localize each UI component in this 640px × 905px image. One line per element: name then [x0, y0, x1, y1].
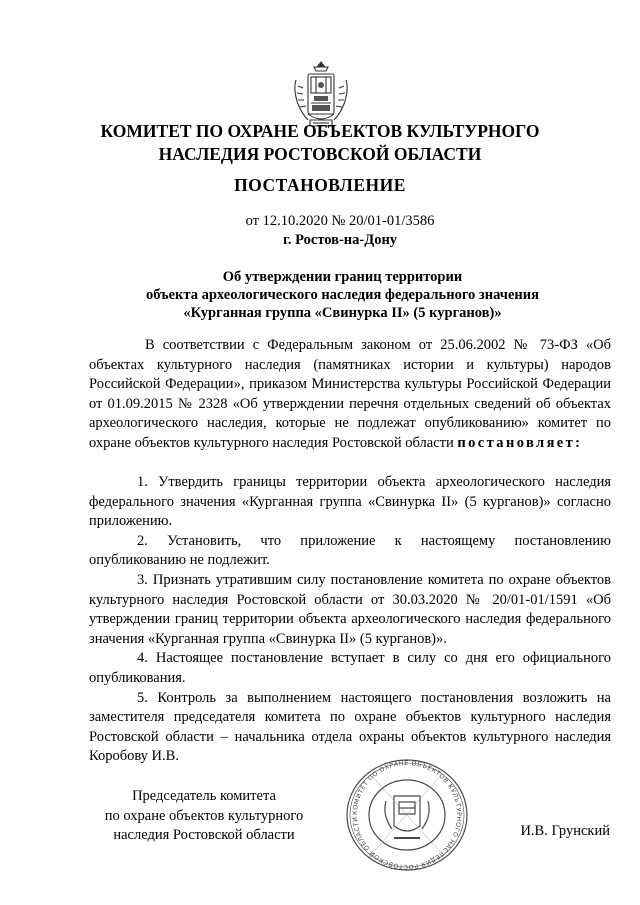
- subject-line-1: Об утверждении границ территории: [222, 269, 463, 285]
- decree-item-1: 1. Утвердить границы территории объекта археологического наследия федерального значения «Курганная группа «Свинурка II» (5 курганов)» согласно приложению.: [89, 474, 611, 530]
- preamble-paragraph: [89, 336, 611, 454]
- document-type: ПОСТАНОВЛЕНИЕ: [234, 175, 406, 195]
- document-date-number: от 12.10.2020 № 20/01-01/3586: [245, 213, 435, 229]
- decree-word: постановляет:: [457, 434, 583, 451]
- decree-items: [89, 473, 611, 767]
- subject-line-3: «Курганная группа «Свинурка II» (5 курганов)»: [183, 305, 502, 321]
- signer-position-line-1: Председатель комитета: [132, 788, 276, 804]
- signer-position: [85, 787, 323, 846]
- document-subject: [100, 268, 585, 322]
- signer-name: И.В. Грунский: [520, 823, 610, 839]
- org-line-2: НАСЛЕДИЯ РОСТОВСКОЙ ОБЛАСТИ: [158, 144, 482, 164]
- seal-ring-text: КОМИТЕТ ПО ОХРАНЕ ОБЪЕКТОВ КУЛЬТУРНОГО НАСЛЕДИЯ РОСТОВСКОЙ ОБЛАСТИ: [351, 759, 463, 871]
- decree-item-3: 3. Признать утратившим силу постановление комитета по охране объектов культурного наследия Ростовской области от 30.03.2020 № 20/01-01/1591 «Об утверждении границ территории объекта археологического наследия федерального значения «Курганная группа «Свинурка II» (5 курганов)».: [89, 571, 611, 647]
- signer-position-line-3: наследия Ростовской области: [113, 827, 295, 843]
- subject-line-2: объекта археологического наследия федерального значения: [146, 287, 539, 303]
- organization-name: [40, 120, 600, 166]
- decree-item-4: 4. Настоящее постановление вступает в силу со дня его официального опубликования.: [89, 650, 611, 686]
- decree-item-2: 2. Установить, что приложение к настоящему постановлению опубликованию не подлежит.: [89, 532, 611, 569]
- decree-item-5: 5. Контроль за выполнением настоящего постановления возложить на заместителя председателя комитета по охране объектов культурного наследия Ростовской области – начальника отдела охраны объектов культурного наследия Коробову И.В.: [89, 689, 611, 765]
- official-seal-icon: [342, 756, 472, 874]
- document-city: г. Ростов-на-Дону: [282, 232, 398, 248]
- signer-position-line-2: по охране объектов культурного: [104, 807, 304, 824]
- preamble-text: В соответствии с Федеральным законом от 25.06.2002 № 73-ФЗ «Об объектах культурного наследия (памятниках истории и культуры) народов Российской Федерации», приказом Министерства культуры Российской Федерации от 01.09.2015 № 2328 «Об утверждении перечня отдельных сведений об объектах археологического наследия, которые не подлежат опубликованию» комитет по охране объектов культурного наследия Ростовской области: [89, 337, 611, 451]
- org-line-1: КОМИТЕТ ПО ОХРАНЕ ОБЪЕКТОВ КУЛЬТУРНОГО: [100, 121, 540, 141]
